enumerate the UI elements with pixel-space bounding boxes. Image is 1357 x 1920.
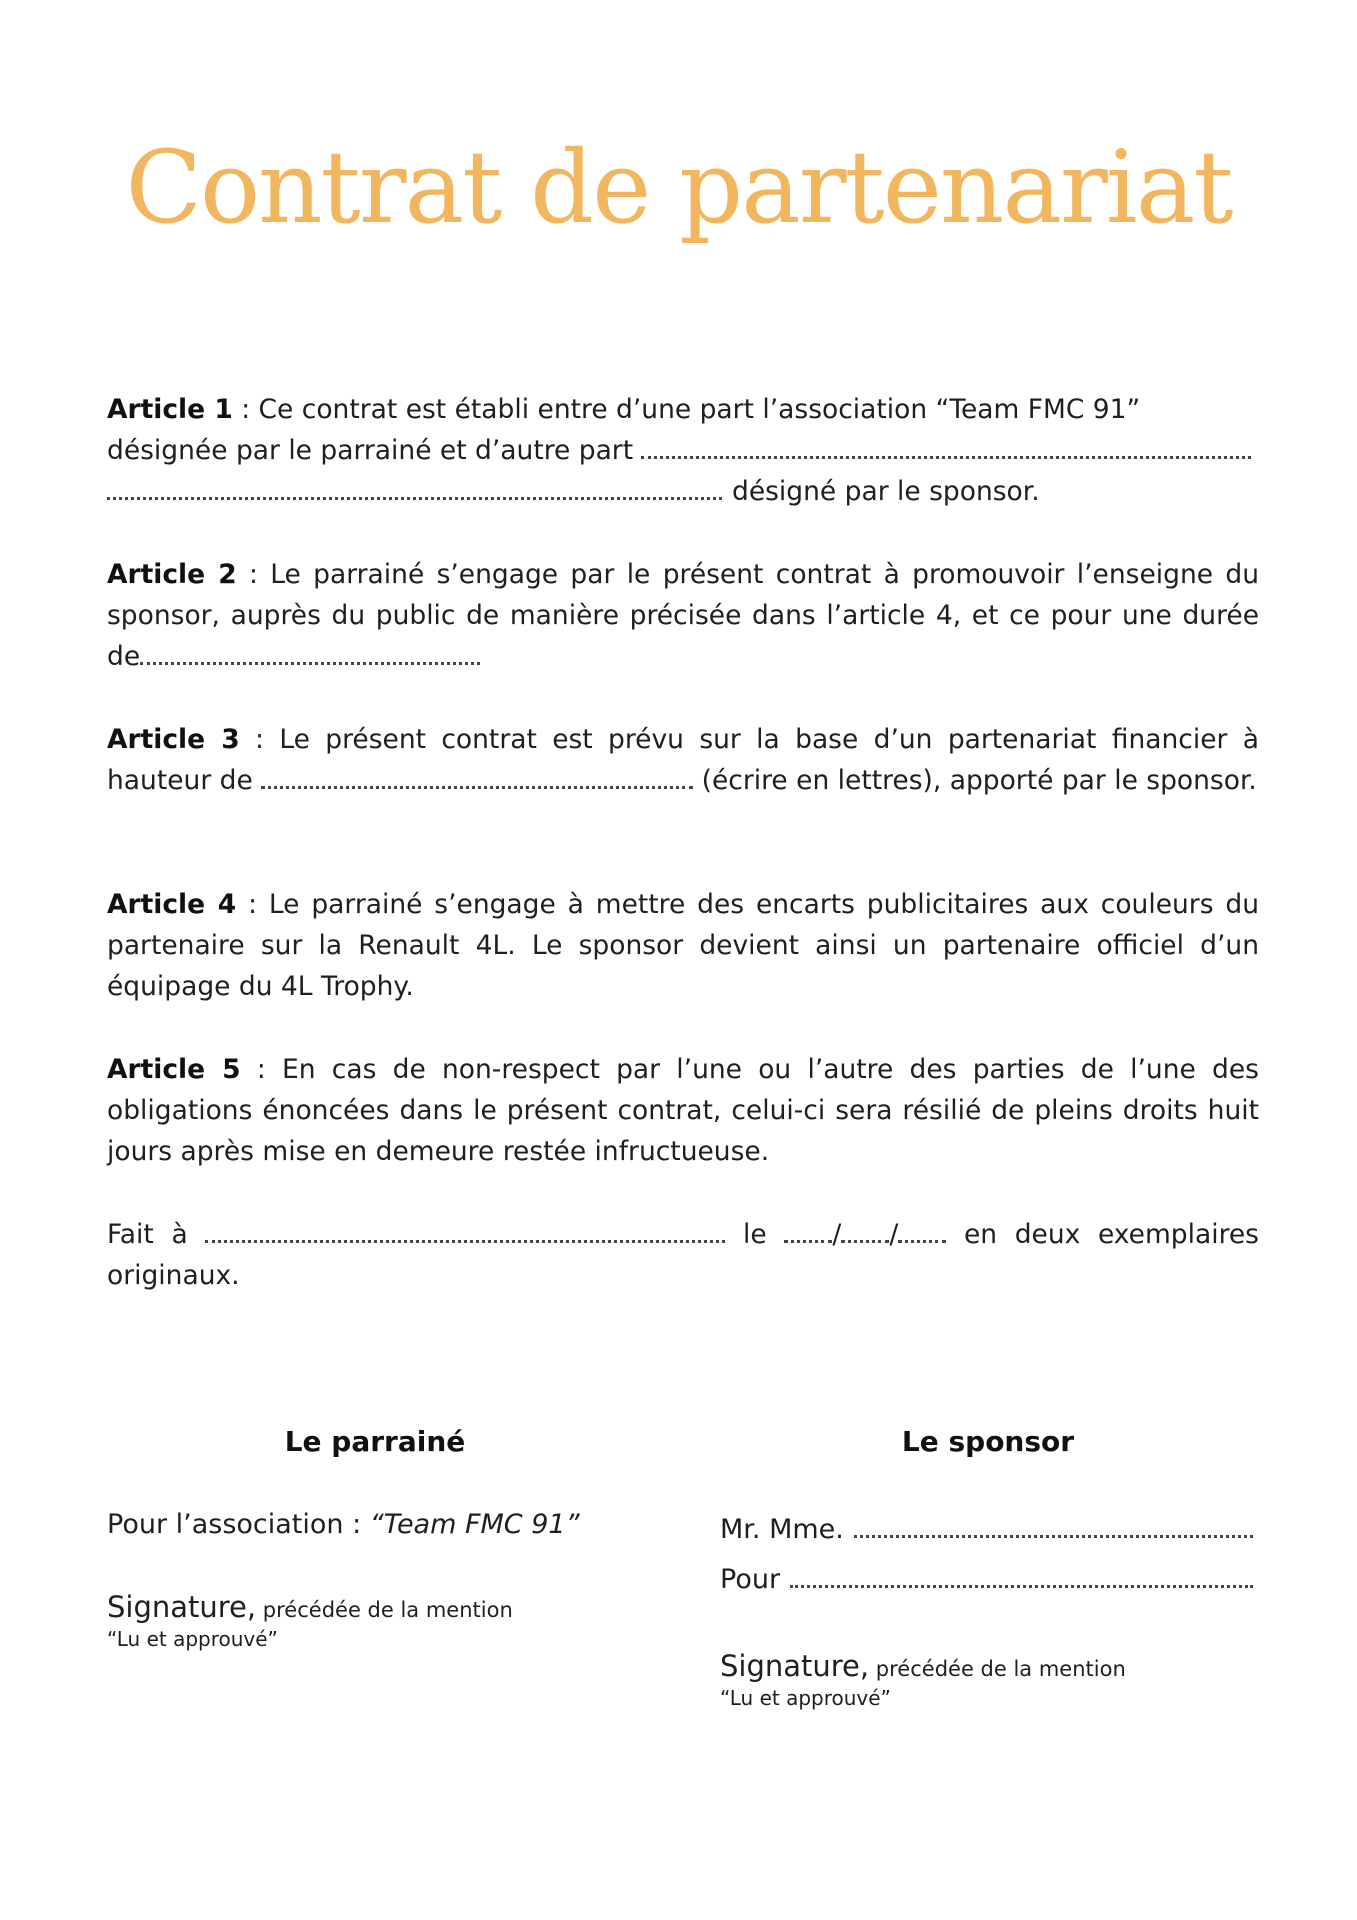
article-1-line-3 xyxy=(107,471,1259,512)
sponsor-signature-label: Signature, xyxy=(720,1649,870,1683)
sponsor-signature-note: précédée de la mention xyxy=(869,1657,1126,1681)
sponsor-pour-label: Pour xyxy=(720,1564,781,1595)
sponsor-mention: “Lu et approuvé” xyxy=(720,1686,891,1710)
year-blank[interactable] xyxy=(898,1238,946,1243)
article-1-text-c: désigné par le sponsor. xyxy=(732,476,1040,507)
fait-prefix: Fait à xyxy=(107,1219,188,1250)
sponsor-company-field[interactable] xyxy=(790,1585,1253,1588)
article-3-text-b: (écrire en lettres), apporté par le sponsor. xyxy=(693,765,1257,796)
article-4-text: : Le parrainé s’engage à mettre des encarts publicitaires aux couleurs du partenaire sur la Renault 4L. Le sponsor devient ainsi un partenaire officiel d’un équipage du 4L Trophy. xyxy=(107,889,1259,1002)
duration-blank[interactable] xyxy=(140,660,480,665)
parraine-signature-label: Signature, xyxy=(107,1590,257,1624)
article-5-text: : En cas de non-respect par l’une ou l’autre des parties de l’une des obligations énoncées dans le présent contrat, celui-ci sera résilié de pleins droits huit jours après mise en demeure restée infructueuse. xyxy=(107,1054,1259,1167)
page-title: Contrat de partenariat xyxy=(125,129,1232,246)
article-2-text: : Le parrainé s’engage par le présent contrat à promouvoir l’enseigne du sponsor, auprès du public de manière précisée dans l’article 4, et ce pour une durée de xyxy=(107,559,1259,672)
sponsor-name-field[interactable] xyxy=(854,1535,1253,1538)
sponsor-mr-mme-line xyxy=(720,1512,1253,1548)
article-2-label: Article 2 xyxy=(107,559,237,590)
parraine-association-line xyxy=(107,1507,667,1543)
parraine-signature-block xyxy=(107,1589,667,1653)
place-blank[interactable] xyxy=(205,1238,725,1243)
parraine-mention: “Lu et approuvé” xyxy=(107,1627,278,1651)
article-1-text-b: désignée par le parrainé et d’autre part xyxy=(107,435,634,466)
parraine-heading: Le parrainé xyxy=(284,1425,466,1458)
article-1-label: Article 1 xyxy=(107,394,233,425)
day-blank[interactable] xyxy=(784,1238,832,1243)
date-separator-1: / xyxy=(832,1219,842,1250)
date-separator-2: / xyxy=(889,1219,899,1250)
amount-blank[interactable] xyxy=(261,784,693,789)
article-4-label: Article 4 xyxy=(107,889,237,920)
article-5 xyxy=(107,1049,1259,1172)
month-blank[interactable] xyxy=(841,1238,889,1243)
article-3-text-a: : Le présent contrat est prévu sur la base d’un partenariat financier à hauteur de xyxy=(107,724,1259,796)
article-1-line-2 xyxy=(107,430,1259,471)
parraine-association-name: “Team FMC 91” xyxy=(369,1509,580,1540)
article-3-label: Article 3 xyxy=(107,724,240,755)
article-5-label: Article 5 xyxy=(107,1054,241,1085)
article-1 xyxy=(107,389,1259,512)
fait-suffix: en deux exemplaires originaux. xyxy=(107,1219,1259,1291)
parraine-pour-label: Pour l’association : xyxy=(107,1509,370,1540)
sponsor-name-blank-1[interactable] xyxy=(641,456,1251,459)
fait-le: le xyxy=(743,1219,767,1250)
sponsor-pour-line xyxy=(720,1562,1253,1598)
article-3 xyxy=(107,719,1259,801)
article-2 xyxy=(107,554,1259,677)
article-4 xyxy=(107,884,1259,1007)
parraine-signature-note: précédée de la mention xyxy=(256,1598,513,1622)
fait-a-statement xyxy=(107,1214,1259,1296)
sponsor-signature-block xyxy=(720,1648,1280,1712)
article-1-line-1 xyxy=(107,389,1259,430)
sponsor-name-blank-2[interactable] xyxy=(107,495,722,500)
sponsor-heading: Le sponsor xyxy=(901,1425,1075,1458)
sponsor-mr-mme-label: Mr. Mme. xyxy=(720,1514,844,1545)
article-1-text-a: : Ce contrat est établi entre d’une part l’association “Team FMC 91” xyxy=(232,394,1141,425)
